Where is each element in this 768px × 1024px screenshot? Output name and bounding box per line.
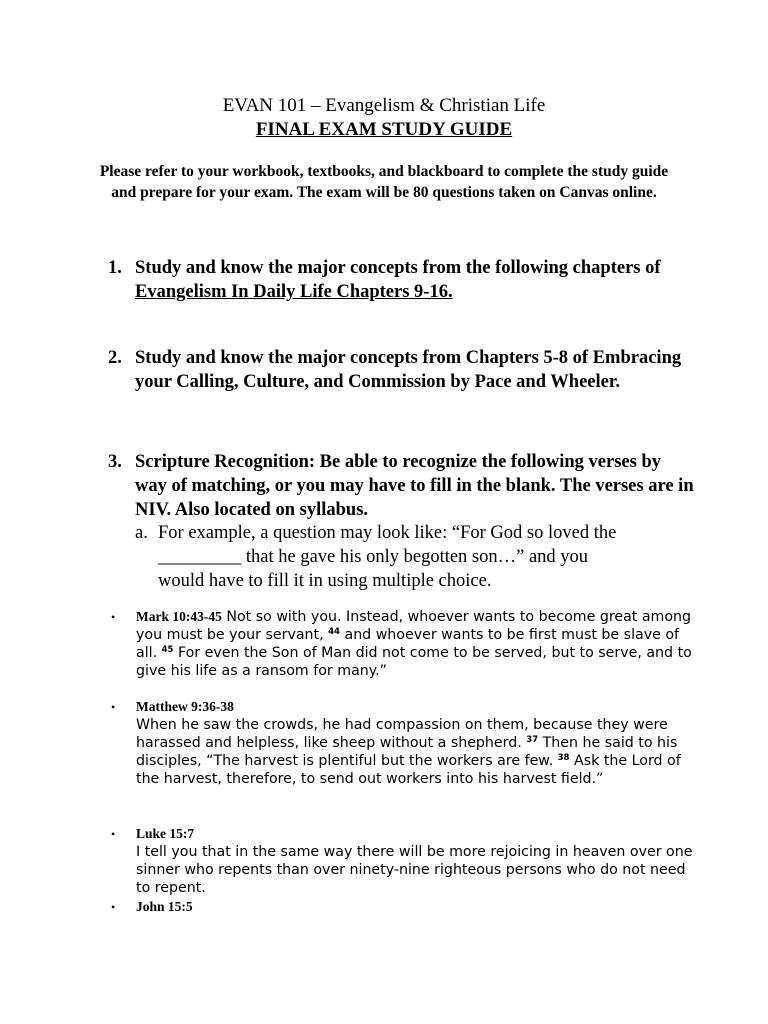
verse-text: and whoever wants to be first must be slave of all. bbox=[136, 627, 680, 661]
verse-mark bbox=[136, 608, 696, 680]
study-guide-title: FINAL EXAM STUDY GUIDE bbox=[255, 119, 513, 140]
verse-reference: Matthew 9:36-38 bbox=[136, 699, 234, 714]
verse-luke bbox=[136, 825, 696, 897]
list-number: 2. bbox=[108, 348, 122, 368]
sub-item-a bbox=[135, 521, 695, 593]
bullet-icon: • bbox=[111, 900, 116, 914]
verse-text: Not so with you. Instead, whoever wants to become great among you must be your servant, bbox=[136, 609, 692, 643]
sub-item-line: For example, a question may look like: “For God so loved the bbox=[158, 523, 617, 543]
verse-matthew bbox=[136, 698, 696, 788]
verse-reference: John 15:5 bbox=[136, 899, 193, 914]
sub-item-letter: a. bbox=[135, 523, 148, 543]
item-text-plain: Study and know the major concepts from the following chapters of bbox=[135, 258, 661, 278]
verse-number: 37 bbox=[526, 735, 539, 745]
verse-john bbox=[136, 898, 696, 916]
verse-text: For even the Son of Man did not come to be served, but to serve, and to give his life as a ransom for many.” bbox=[136, 645, 692, 679]
course-title: EVAN 101 – Evangelism & Christian Life bbox=[222, 95, 546, 116]
list-number: 1. bbox=[108, 258, 122, 278]
book-title-underlined: Evangelism In Daily Life Chapters 9-16. bbox=[135, 282, 453, 302]
verse-reference: Mark 10:43-45 bbox=[136, 609, 222, 624]
verse-text: I tell you that in the same way there will be more rejoicing in heaven over one sinner who repents than over ninety-nine righteous persons who do not need to repent. bbox=[136, 844, 693, 896]
verse-reference: Luke 15:7 bbox=[136, 826, 195, 841]
intro-paragraph: Please refer to your workbook, textbooks, and blackboard to complete the study guide and prepare for your exam. The exam will be 80 questions taken on Canvas online. bbox=[99, 163, 669, 201]
bullet-icon: • bbox=[111, 610, 116, 624]
list-number: 3. bbox=[108, 452, 122, 472]
list-item-text: Study and know the major concepts from Chapters 5-8 of Embracing your Calling, Culture, and Commission by Pace and Wheeler. bbox=[135, 348, 682, 392]
verse-text: When he saw the crowds, he had compassion on them, because they were harassed and helpless, like sheep without a shepherd. bbox=[136, 717, 668, 751]
verse-number: 38 bbox=[557, 753, 570, 763]
list-item-text bbox=[135, 256, 695, 304]
verse-number: 44 bbox=[328, 627, 340, 637]
bullet-icon: • bbox=[111, 700, 116, 714]
list-item-3 bbox=[108, 450, 698, 522]
bullet-icon: • bbox=[111, 827, 116, 841]
verse-number: 45 bbox=[161, 645, 174, 655]
list-item-1 bbox=[108, 256, 698, 304]
sub-item-line: _________ that he gave his only begotten son…” and you bbox=[158, 547, 589, 567]
sub-item-text bbox=[158, 521, 678, 593]
verse-text: Then he said to his disciples, “The harvest is plentiful but the workers are few. bbox=[136, 735, 678, 769]
sub-item-line: would have to fill it in using multiple choice. bbox=[158, 571, 492, 591]
verse-text: Ask the Lord of the harvest, therefore, to send out workers into his harvest field.” bbox=[136, 753, 681, 787]
list-item-text: Scripture Recognition: Be able to recognize the following verses by way of matching, or you may have to fill in the blank. The verses are in NIV. Also located on syllabus. bbox=[135, 452, 694, 520]
list-item-2 bbox=[108, 346, 698, 418]
